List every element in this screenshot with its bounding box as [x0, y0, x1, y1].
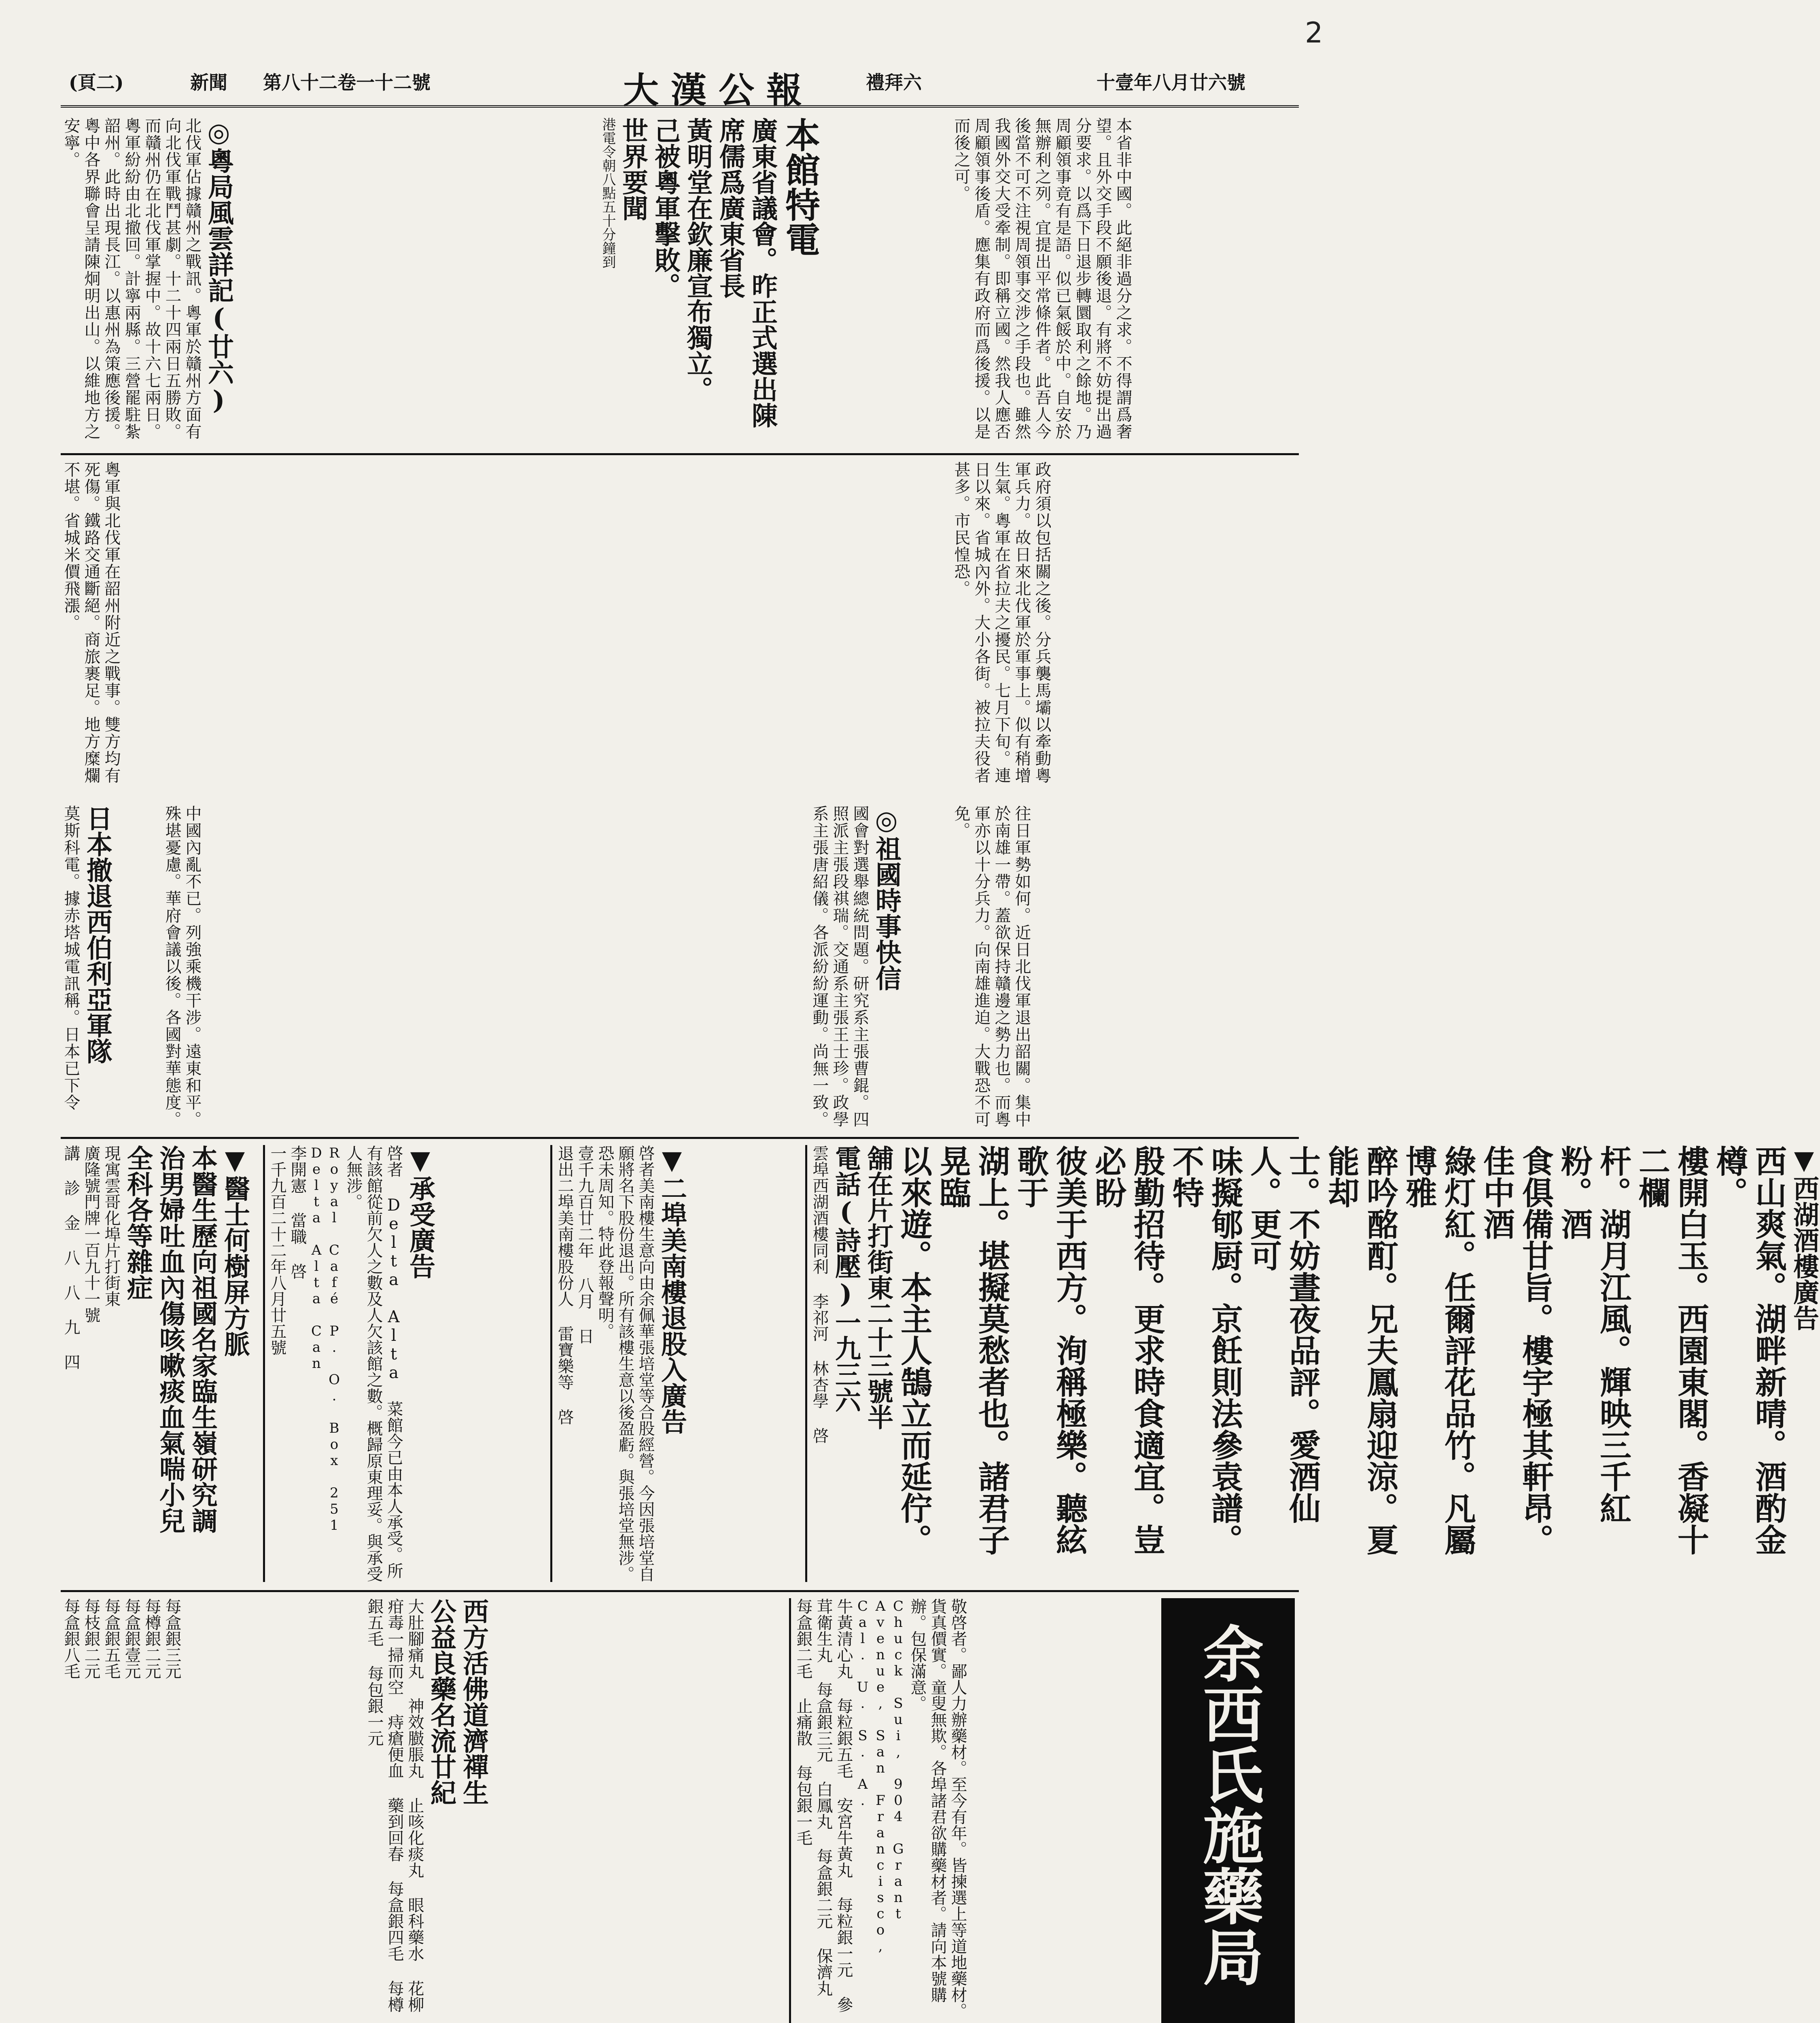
acceptance-sign: 李開憲 當職 啓 [288, 1145, 307, 1279]
world-news-note: 港電令朝八點五十分鐘到 [600, 117, 616, 269]
column-number: (廿六) [204, 303, 234, 416]
pill-price: 每樽銀二元 [142, 1598, 161, 1679]
masthead-page-label: 新聞 [190, 72, 227, 93]
masthead-weekday: 禮拜六 [866, 72, 922, 93]
pill-ad [364, 1598, 785, 2023]
doctor-line: 治男婦吐血內傷咳嗽痰血氣喘小兒 [155, 1145, 185, 1533]
acceptance-title-text: 承受廣告 [405, 1175, 435, 1279]
restaurant-line: 綠灯紅。任爾評花品竹。凡屬博雅 [1400, 1145, 1476, 1555]
restaurant-line: 食俱備甘旨。樓宇極其軒昂。佳中酒 [1478, 1145, 1554, 1555]
doctor-fee: 講 診 金 八 八 九 四 [62, 1145, 80, 1370]
withdraw-sign: 退出二埠美南樓股份人 雷寶樂等 啓 [555, 1145, 574, 1425]
column-text: 北伐軍佔據贛州之戰訊。粵軍於贛州方面有向北伐軍戰鬥甚劇。十二十四兩日五勝敗。而贛州仍在北伐軍掌握中。故十六七兩日。粵軍紛紛由北撤回。計寧兩縣。三營罷駐紮韶州。此時出現長江。以惠州為策應後援。粵中各界聯會呈請陳炯明出山。以維地方之安寧。 [62, 117, 202, 440]
triangle-icon: ▼ [220, 1145, 250, 1175]
lower-news-text: 粵軍與北伐軍在韶州附近之戰事。雙方均有死傷。鐵路交通斷絕。商旅裹足。地方糜爛不堪。省城米價飛漲。 [62, 461, 121, 784]
pill-price: 每盒銀五毛 [102, 1598, 121, 1679]
restaurant-title-text: 西湖酒樓廣告 [1789, 1175, 1819, 1331]
restaurant-managers: 雲埠西湖酒樓同利 李祁河 林杏學 啓 [810, 1145, 829, 1444]
editorial-column [951, 117, 1295, 449]
masthead-date: 十壹年八月廿六號 [1097, 72, 1245, 93]
headline-defeated: 己被粵軍擊敗。 [650, 117, 681, 299]
pill-title-2: 公益良藥名流廿紀 [426, 1598, 456, 1805]
lower-news-column-2 [162, 805, 801, 1129]
pill-price: 每盒銀三元 [163, 1598, 181, 1679]
pharmacy-banner [1161, 1598, 1295, 2023]
acceptance-title [404, 1145, 436, 1582]
japan-headline: 日本撤退西伯利亞軍隊 [82, 805, 112, 1064]
pill-price: 每盒銀壹元 [122, 1598, 141, 1679]
divider-row-1 [61, 453, 1299, 455]
masthead-title: 大漢公報 [623, 69, 815, 111]
withdraw-date: 壹千九百廿二年 八月 日 [575, 1145, 594, 1344]
lower-news-column [61, 461, 943, 797]
divider-row-3 [61, 1590, 1299, 1592]
right-news-text-2: 往日軍勢如何。近日北伐軍退出韶關。集中於南雄一帶。蓋欲保持贛邊之勢力也。而粵軍亦以十分兵力。向南雄進迫。大戰恐不可免。 [952, 805, 1031, 1128]
divider-ads-1 [805, 1145, 807, 1582]
motherland-title-text: 祖國時事快信 [871, 835, 902, 991]
withdraw-text: 啓者美南樓生意向由余佩華張培堂等合股經營。今因張培堂自願將名下股份退出。所有該樓生意以後盈虧。與張培堂無涉。恐未周知。特此登報聲明。 [596, 1145, 655, 1582]
japan-sub: 莫斯科電。據赤塔城電訊稱。日本已下令 [62, 805, 80, 1111]
motherland-title [870, 805, 902, 1129]
doctor-ad [61, 1145, 259, 1582]
triangle-icon: ▼ [657, 1145, 687, 1175]
restaurant-line: 彼美于西方。洵稱極樂。聽絃歌于 [1012, 1145, 1088, 1555]
doctor-address-2: 廣隆號門牌一百九十一號 [82, 1145, 100, 1323]
column-title [202, 117, 235, 449]
withdraw-title [655, 1145, 688, 1582]
divider-row-2 [61, 1137, 1299, 1139]
restaurant-line: 士。不妨晝夜品評。愛酒仙人。更可 [1245, 1145, 1321, 1524]
lower-news-text-2: 中國內亂不已。列強乘機干涉。遠東和平。殊堪憂慮。華府會議以後。各國對華態度。 [163, 805, 202, 1128]
restaurant-line: 樓開白玉。西園東閣。香凝十二欄 [1633, 1145, 1709, 1555]
headline-provincial-assembly: 廣東省議會。昨正式選出陳席儒爲廣東省長 [715, 117, 778, 428]
japan-section [61, 805, 158, 1129]
pharmacy-address: Chuck Sui, 904 Grant Avenue, San Francisco, Cal. U. S. A. [855, 1598, 906, 1954]
doctor-title-text: 醫士何樹屏方脈 [220, 1175, 250, 1357]
restaurant-address: 舖在片打街東二十三號半 [863, 1145, 893, 1430]
pill-text: 大肚腳痛丸 神效臌脹丸 止咳化痰丸 眼科藥水 花柳疳毒一掃而空 痔瘡便血 藥到回春 每盒銀四毛 每樽銀五毛 每包銀一元 [365, 1598, 424, 2012]
pill-price-column [61, 1598, 360, 2023]
masthead [61, 61, 1299, 111]
masthead-side: (頁二) [69, 72, 124, 93]
acceptance-date: 一千九百二十二年八月廿五號 [268, 1145, 286, 1355]
editorial-text: 本省非中國。此絕非過分之求。不得謂爲奢望。且外交手段不願後退。有將不妨提出過分要求。以爲下日退步轉圜取利之餘地。乃周顧領事竟有是語。似已氣餒於中。自安於無辦利之列。宜提出平常條件者。此吾人今後當不可不注視周領事交涉之手段也。雖然我國外交大受牽制。即稱立國。然我人應否周顧領事後盾。應集有政府而爲後援。以是而後之可。 [952, 117, 1132, 440]
pharmacy-price-list: 牛黃清心丸 每粒銀五毛 安宮牛黃丸 每粒銀一元 參茸衛生丸 每盒銀三元 白鳳丸 每盒銀二元 保濟丸 每盒銀二毛 止痛散 每包銀一毛 [794, 1598, 853, 2012]
triangle-icon: ▼ [405, 1145, 435, 1175]
spiral-icon: ◎ [204, 117, 234, 148]
world-news-label: 世界要聞 [618, 117, 648, 221]
restaurant-line: 杆。湖月江風。輝映三千紅粉。酒 [1556, 1145, 1631, 1524]
motherland-section [809, 805, 947, 1129]
divider-ads-2 [550, 1145, 552, 1582]
doctor-title [218, 1145, 251, 1582]
telegram-section [599, 117, 943, 449]
pharmacy-ad [793, 1598, 1157, 2023]
pill-price: 每盒銀八毛 [62, 1598, 80, 1679]
restaurant-line: 味擬郇厨。京飪則法參袁譜。不特 [1167, 1145, 1243, 1555]
right-news-column-2 [951, 805, 1295, 1129]
restaurant-title [1788, 1145, 1820, 1582]
divider-ads-3 [263, 1145, 265, 1582]
right-news-text: 政府須以包括關之後。分兵襲馬壩以牽動粵軍兵力。故日來北伐軍於軍事上。似有稍增生氣。粵軍在省拉夫之擾民。七月下旬。連日以來。省城內外。大小各街。被拉夫役者甚多。市民惶恐。 [952, 461, 1051, 784]
acceptance-text: 啓者 Delta Alta 菜館今已由本人承受。所有該館從前欠人之數及人欠該館之數。概歸原東理妥。與承受人無涉。 [344, 1145, 403, 1582]
pill-title: 西方活佛道濟禪生 [458, 1598, 489, 1805]
pill-price: 每枝銀二元 [82, 1598, 100, 1679]
pharmacy-text: 敬啓者。鄙人力辦藥材。至今有年。皆揀選上等道地藥材。貨真價實。童叟無欺。各埠諸君欲購藥材者。請向本號購辦。包保滿意。 [908, 1598, 967, 2019]
headline-huang-mingtang: 黃明堂在欽廉宣布獨立。 [683, 117, 713, 402]
restaurant-line: 湖上。堪擬莫愁者也。諸君子晃臨 [934, 1145, 1010, 1555]
motherland-text: 國會對選舉總統問題。研究系主張曹錕。四照派主張段祺瑞。交通系主張王士珍。政學系主張唐紹儀。各派紛紛運動。尚無一致。 [810, 805, 869, 1128]
withdraw-title-text: 二埠美南樓退股入廣告 [657, 1175, 687, 1434]
acceptance-address: Royal Café P. O. Box 251 Delta Alta Can [308, 1145, 342, 1533]
doctor-address: 現寓雲哥化埠片打街東 [102, 1145, 121, 1307]
page-number: 2 [1305, 16, 1323, 49]
spiral-icon: ◎ [871, 805, 902, 835]
withdraw-ad [554, 1145, 801, 1582]
restaurant-line: 醉吟酩酊。兄夫鳳扇迎涼。夏能却 [1323, 1145, 1398, 1555]
restaurant-phone: 電話(詩壓)一九三六 [831, 1145, 861, 1413]
triangle-icon: ▼ [1789, 1145, 1819, 1175]
divider-bottom-1 [789, 1598, 791, 2023]
guangdong-column [61, 117, 591, 449]
news-label: 本館特電 [779, 117, 820, 257]
restaurant-ad [809, 1145, 1819, 1582]
doctor-line: 本醫生歷向祖國名家臨生嶺研究調 [187, 1145, 218, 1533]
column-title-text: 粵局風雲詳記 [204, 148, 234, 303]
acceptance-ad [267, 1145, 546, 1582]
restaurant-line: 殷勤招待。更求時食適宜。豈必盼 [1090, 1145, 1165, 1555]
restaurant-line: 西山爽氣。湖畔新晴。酒酌金樽。 [1711, 1145, 1787, 1555]
banner-text: 余西氏施藥局 [1192, 1622, 1264, 1987]
right-news-column [951, 461, 1295, 797]
masthead-issue: 第八十二卷一十二號 [263, 72, 431, 93]
restaurant-line: 以來遊。本主人鵠立而延佇。 [895, 1145, 932, 1555]
doctor-line: 全科各等雜症 [123, 1145, 153, 1300]
